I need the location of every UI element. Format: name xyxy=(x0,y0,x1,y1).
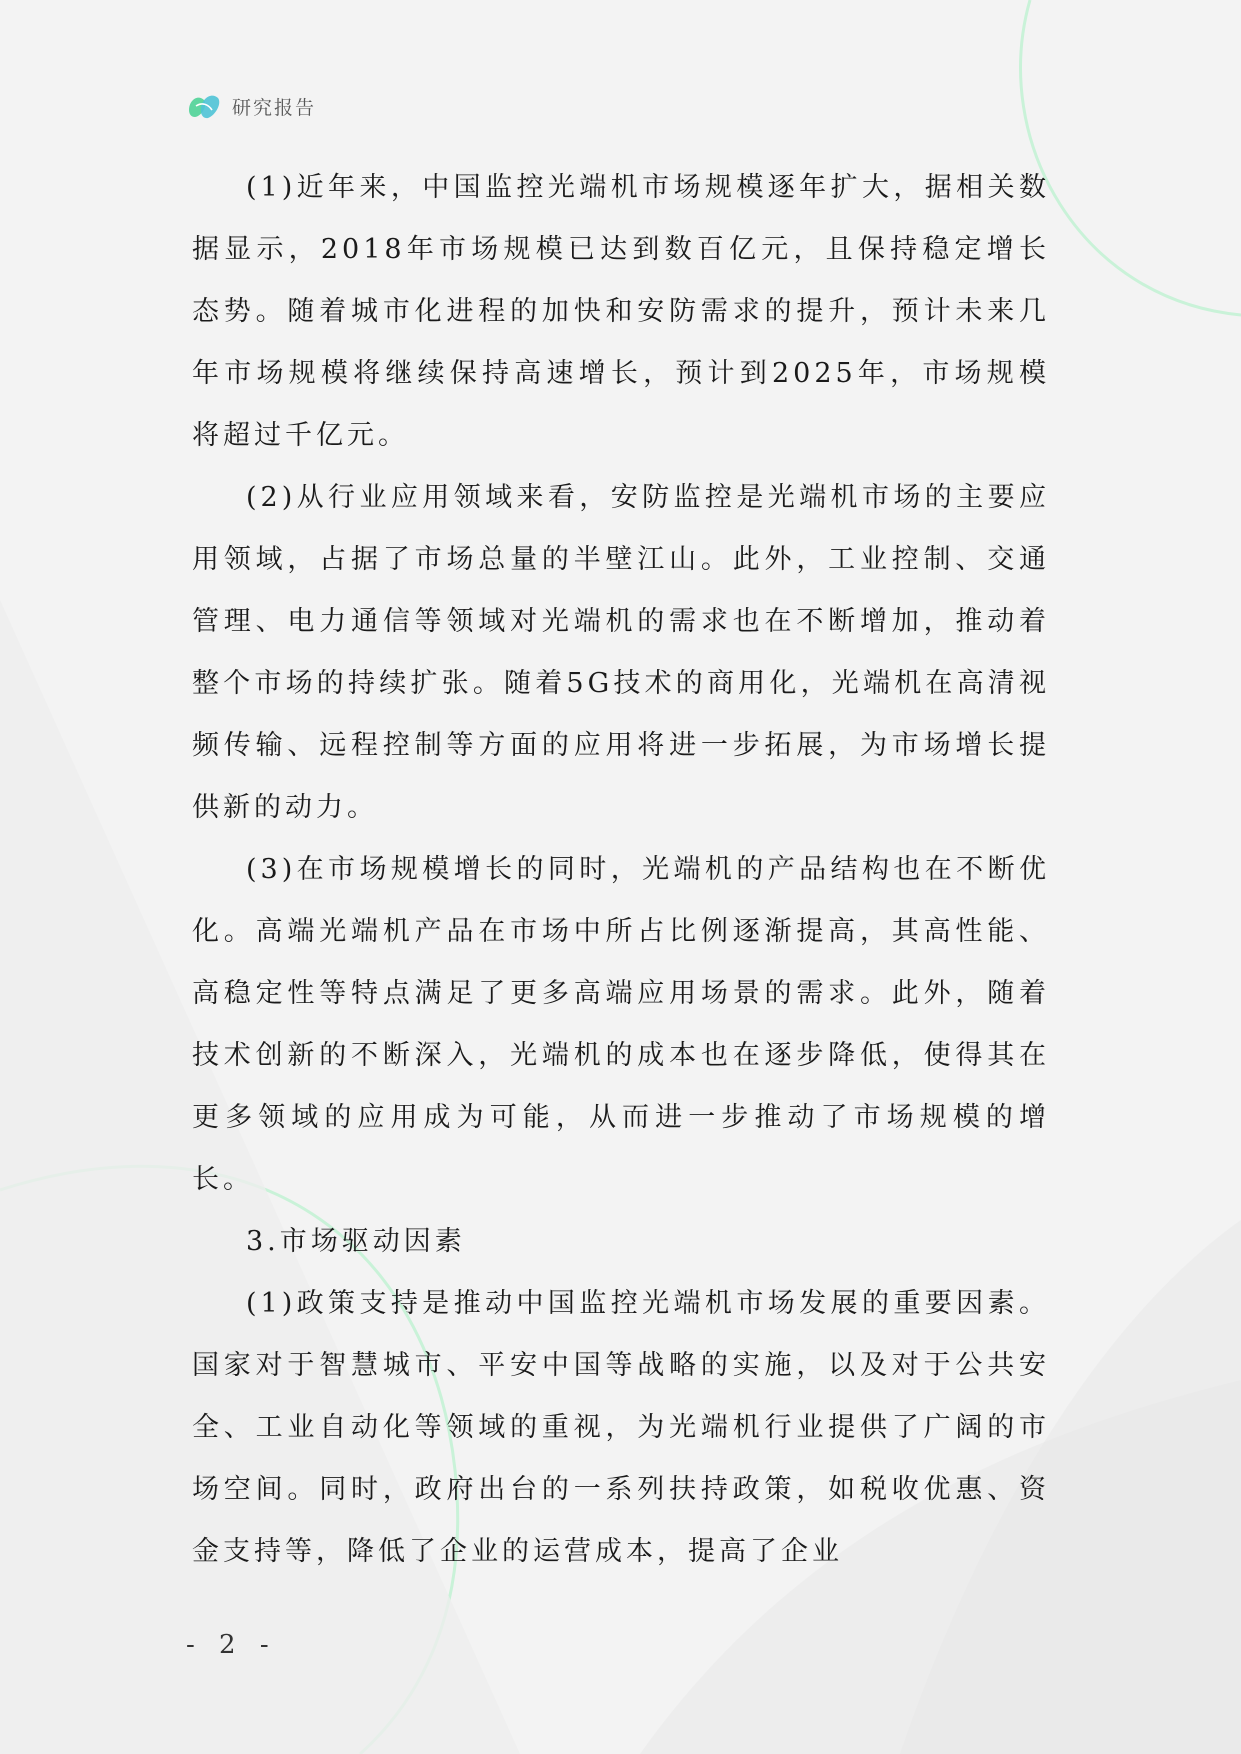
paragraph-application-areas: (2)从行业应用领域来看，安防监控是光端机市场的主要应用领域，占据了市场总量的半壁江山。此外，工业控制、交通管理、电力通信等领域对光端机的需求也在不断增加，推动着整个市场的持续扩张。随着5G技术的商用化，光端机在高清视频传输、远程控制等方面的应用将进一步拓展，为市场增长提供新的动力。 xyxy=(192,482,1050,823)
section-heading: 3.市场驱动因素 xyxy=(246,1226,466,1257)
page-number: - 2 - xyxy=(186,1630,277,1660)
paragraph-policy-support: (1)政策支持是推动中国监控光端机市场发展的重要因素。国家对于智慧城市、平安中国等战略的实施，以及对于公共安全、工业自动化等领域的重视，为光端机行业提供了广阔的市场空间。同时，政府出台的一系列扶持政策，如税收优惠、资金支持等，降低了企业的运营成本，提高了企业 xyxy=(192,1288,1050,1567)
paragraph-product-structure: (3)在市场规模增长的同时，光端机的产品结构也在不断优化。高端光端机产品在市场中所占比例逐渐提高，其高性能、高稳定性等特点满足了更多高端应用场景的需求。此外，随着技术创新的不断深入，光端机的成本也在逐步降低，使得其在更多领域的应用成为可能，从而进一步推动了市场规模的增长。 xyxy=(192,854,1050,1195)
report-header xyxy=(186,88,316,124)
leaf-logo-icon xyxy=(186,90,222,122)
paragraph-market-size: (1)近年来，中国监控光端机市场规模逐年扩大，据相关数据显示，2018年市场规模已达到数百亿元，且保持稳定增长态势。随着城市化进程的加快和安防需求的提升，预计未来几年市场规模将继续保持高速增长，预计到2025年，市场规模将超过千亿元。 xyxy=(192,172,1050,451)
header-title: 研究报告 xyxy=(232,96,317,119)
document-body xyxy=(192,157,1050,1583)
